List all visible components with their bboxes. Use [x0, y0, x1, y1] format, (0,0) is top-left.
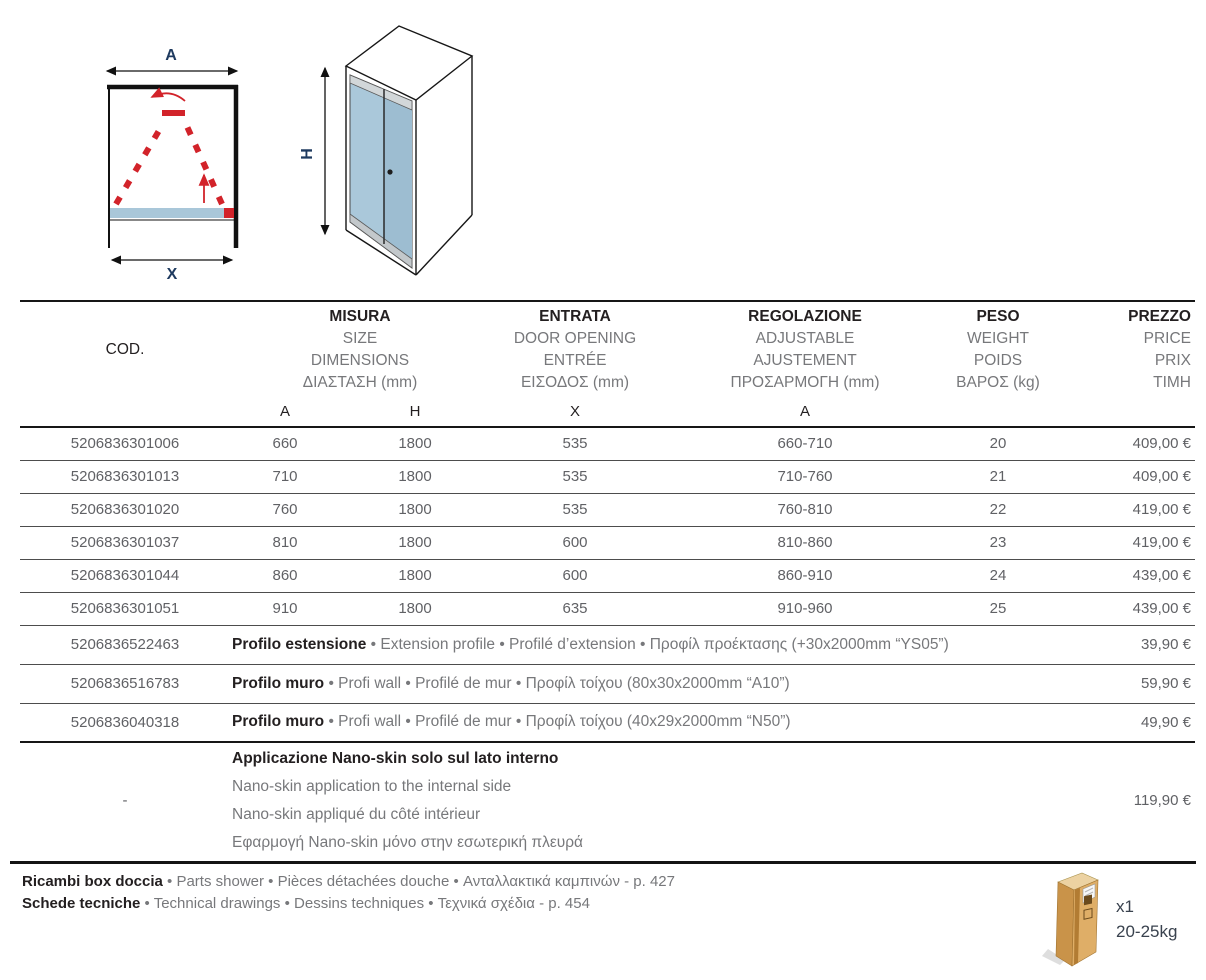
header-peso: [950, 301, 1046, 397]
accessory-desc-cell: [230, 703, 1046, 742]
footer-schede-bold: Schede tecniche: [22, 895, 141, 912]
subheader-a2: A: [660, 397, 950, 427]
accessory-row: [20, 664, 1195, 703]
a-cell: 710: [230, 460, 340, 493]
a-cell: 860: [230, 559, 340, 592]
track-stop: [224, 208, 234, 218]
subheader-empty: [950, 397, 1046, 427]
header-misura-line: DIMENSIONS: [310, 351, 410, 369]
nano-desc-cell: [230, 742, 1046, 858]
cod-cell: 5206836301037: [20, 526, 230, 559]
cod-cell: 5206836040318: [20, 703, 230, 742]
h-cell: 1800: [340, 427, 490, 460]
header-prezzo-line: PRICE: [1143, 329, 1191, 347]
reg-cell: 810-860: [660, 526, 950, 559]
cod-cell: 5206836301044: [20, 559, 230, 592]
subheader-empty: [1046, 397, 1195, 427]
accessory-row: [20, 703, 1195, 742]
header-peso-line: WEIGHT: [967, 329, 1029, 347]
price-cell: 409,00 €: [1046, 427, 1195, 460]
a-cell: 910: [230, 592, 340, 625]
x-cell: 635: [490, 592, 660, 625]
header-regolazione-line: ADJUSTABLE: [755, 329, 855, 347]
peso-cell: 22: [950, 493, 1046, 526]
x-cell: 600: [490, 526, 660, 559]
price-cell: 39,90 €: [1046, 625, 1195, 664]
header-regolazione-line: REGOLAZIONE: [748, 307, 862, 325]
cod-cell: 5206836522463: [20, 625, 230, 664]
footer-line-ricambi: [22, 871, 675, 893]
cod-cell: 5206836301013: [20, 460, 230, 493]
h-cell: 1800: [340, 460, 490, 493]
peso-cell: 25: [950, 592, 1046, 625]
nano-line: Applicazione Nano-skin solo sul lato interno: [232, 749, 559, 767]
package-mark: [1084, 895, 1092, 906]
price-cell: 59,90 €: [1046, 664, 1195, 703]
door-top-view-diagram: [100, 46, 252, 280]
package-qty: x1: [1116, 897, 1134, 916]
h-cell: 1800: [340, 493, 490, 526]
cod-cell: 5206836301006: [20, 427, 230, 460]
h-cell: 1800: [340, 592, 490, 625]
spec-table: [20, 300, 1195, 858]
nano-line: Nano-skin appliqué du côté intérieur: [232, 805, 481, 823]
footer-references: [22, 871, 675, 915]
peso-cell: 23: [950, 526, 1046, 559]
glass-panel-right: [384, 89, 412, 260]
reg-cell: 760-810: [660, 493, 950, 526]
cod-cell: 5206836516783: [20, 664, 230, 703]
price-cell: 409,00 €: [1046, 460, 1195, 493]
cod-cell: 5206836301051: [20, 592, 230, 625]
accessory-name: Profilo estensione: [232, 635, 367, 653]
cod-cell: 5206836301020: [20, 493, 230, 526]
header-regolazione: [660, 301, 950, 397]
subheader-a: A: [230, 397, 340, 427]
swing-leg-left: [116, 122, 164, 204]
reg-cell: 860-910: [660, 559, 950, 592]
header-misura: [230, 301, 490, 397]
nano-line: Εφαρμογή Nano-skin μόνο στην εσωτερική πλευρά: [232, 833, 584, 851]
package-left-face: [1056, 882, 1074, 966]
x-cell: 535: [490, 427, 660, 460]
header-peso-line: ΒΑΡΟΣ (kg): [956, 373, 1040, 391]
product-row: [20, 427, 1195, 460]
table-header-row: [20, 301, 1195, 397]
price-cell: 49,90 €: [1046, 703, 1195, 742]
reg-cell: 710-760: [660, 460, 950, 493]
header-cod: COD.: [105, 340, 145, 358]
peso-cell: 24: [950, 559, 1046, 592]
header-peso-line: PESO: [976, 307, 1020, 325]
x-cell: 600: [490, 559, 660, 592]
subheader-empty: [20, 397, 230, 427]
header-entrata-line: ENTRÉE: [543, 351, 607, 369]
peso-cell: 21: [950, 460, 1046, 493]
box-edge-bottomright: [416, 215, 472, 275]
peso-cell: 20: [950, 427, 1046, 460]
package-info: [1116, 894, 1177, 944]
subheader-x: X: [490, 397, 660, 427]
reg-cell: 910-960: [660, 592, 950, 625]
footer-schede-rest: • Technical drawings • Dessins techniques • Τεχνικά σχέδια - p. 454: [140, 895, 590, 912]
header-misura-line: MISURA: [329, 307, 391, 325]
a-cell: 810: [230, 526, 340, 559]
swing-curve-arrow: [152, 93, 185, 101]
accessory-name: Profilo muro: [232, 713, 325, 731]
a-cell: 760: [230, 493, 340, 526]
accessory-desc-cell: [230, 625, 1046, 664]
nano-line: Nano-skin application to the internal side: [232, 777, 512, 795]
price-cell: 419,00 €: [1046, 526, 1195, 559]
door-front-view-diagram: [298, 22, 534, 280]
x-cell: 535: [490, 460, 660, 493]
nano-skin-row: [20, 742, 1195, 858]
price-cell: 419,00 €: [1046, 493, 1195, 526]
footer-line-schede: [22, 893, 675, 915]
dim-label-a: A: [165, 47, 177, 64]
accessory-desc: • Extension profile • Profilé d’extension • Προφίλ προέκτασης (+30x2000mm “YS05”): [366, 635, 949, 653]
accessory-desc-cell: [230, 664, 1046, 703]
accessory-desc: • Profi wall • Profilé de mur • Προφίλ τοίχου (40x29x2000mm “N50”): [324, 713, 791, 731]
price-cell: 439,00 €: [1046, 592, 1195, 625]
header-misura-line: ΔΙΑΣΤΑΣΗ (mm): [302, 373, 418, 391]
footer-ricambi-bold: Ricambi box doccia: [22, 873, 163, 890]
product-row: [20, 460, 1195, 493]
header-prezzo-line: ΤΙΜΗ: [1153, 373, 1191, 391]
price-cell: 119,90 €: [1133, 792, 1191, 809]
cod-cell: -: [122, 792, 128, 809]
dim-label-x: X: [166, 266, 178, 280]
header-peso-line: POIDS: [973, 351, 1023, 369]
header-prezzo-line: PRIX: [1154, 351, 1191, 369]
header-misura-line: SIZE: [342, 329, 378, 347]
package-box-icon: [1038, 868, 1110, 970]
accessory-desc: • Profi wall • Profilé de mur • Προφίλ τοίχου (80x30x2000mm “A10”): [324, 674, 790, 692]
subheader-h: H: [340, 397, 490, 427]
reg-cell: 660-710: [660, 427, 950, 460]
header-prezzo: [1046, 301, 1195, 397]
header-entrata-line: ΕΙΣΟΔΟΣ (mm): [520, 373, 630, 391]
product-row: [20, 526, 1195, 559]
header-entrata: [490, 301, 660, 397]
accessory-name: Profilo muro: [232, 674, 325, 692]
header-regolazione-line: ΠΡΟΣΑΡΜΟΓΗ (mm): [730, 373, 880, 391]
spec-table-wrap: [20, 300, 1195, 858]
x-cell: 535: [490, 493, 660, 526]
product-row: [20, 559, 1195, 592]
header-regolazione-line: AJUSTEMENT: [753, 351, 857, 369]
accessory-row: [20, 625, 1195, 664]
product-row: [20, 493, 1195, 526]
door-knob: [387, 169, 392, 174]
h-cell: 1800: [340, 559, 490, 592]
header-entrata-line: ENTRATA: [539, 307, 611, 325]
footer-divider: [10, 861, 1196, 864]
dim-label-h: H: [299, 148, 316, 160]
header-prezzo-line: PREZZO: [1128, 307, 1191, 325]
table-subheader-row: [20, 397, 1195, 427]
package-weight: 20-25kg: [1116, 922, 1178, 941]
footer-ricambi-rest: • Parts shower • Pièces détachées douche • Ανταλλακτικά καμπινών - p. 427: [162, 873, 675, 890]
h-cell: 1800: [340, 526, 490, 559]
track-bar: [110, 208, 226, 218]
product-row: [20, 592, 1195, 625]
header-entrata-line: DOOR OPENING: [513, 329, 637, 347]
price-cell: 439,00 €: [1046, 559, 1195, 592]
a-cell: 660: [230, 427, 340, 460]
